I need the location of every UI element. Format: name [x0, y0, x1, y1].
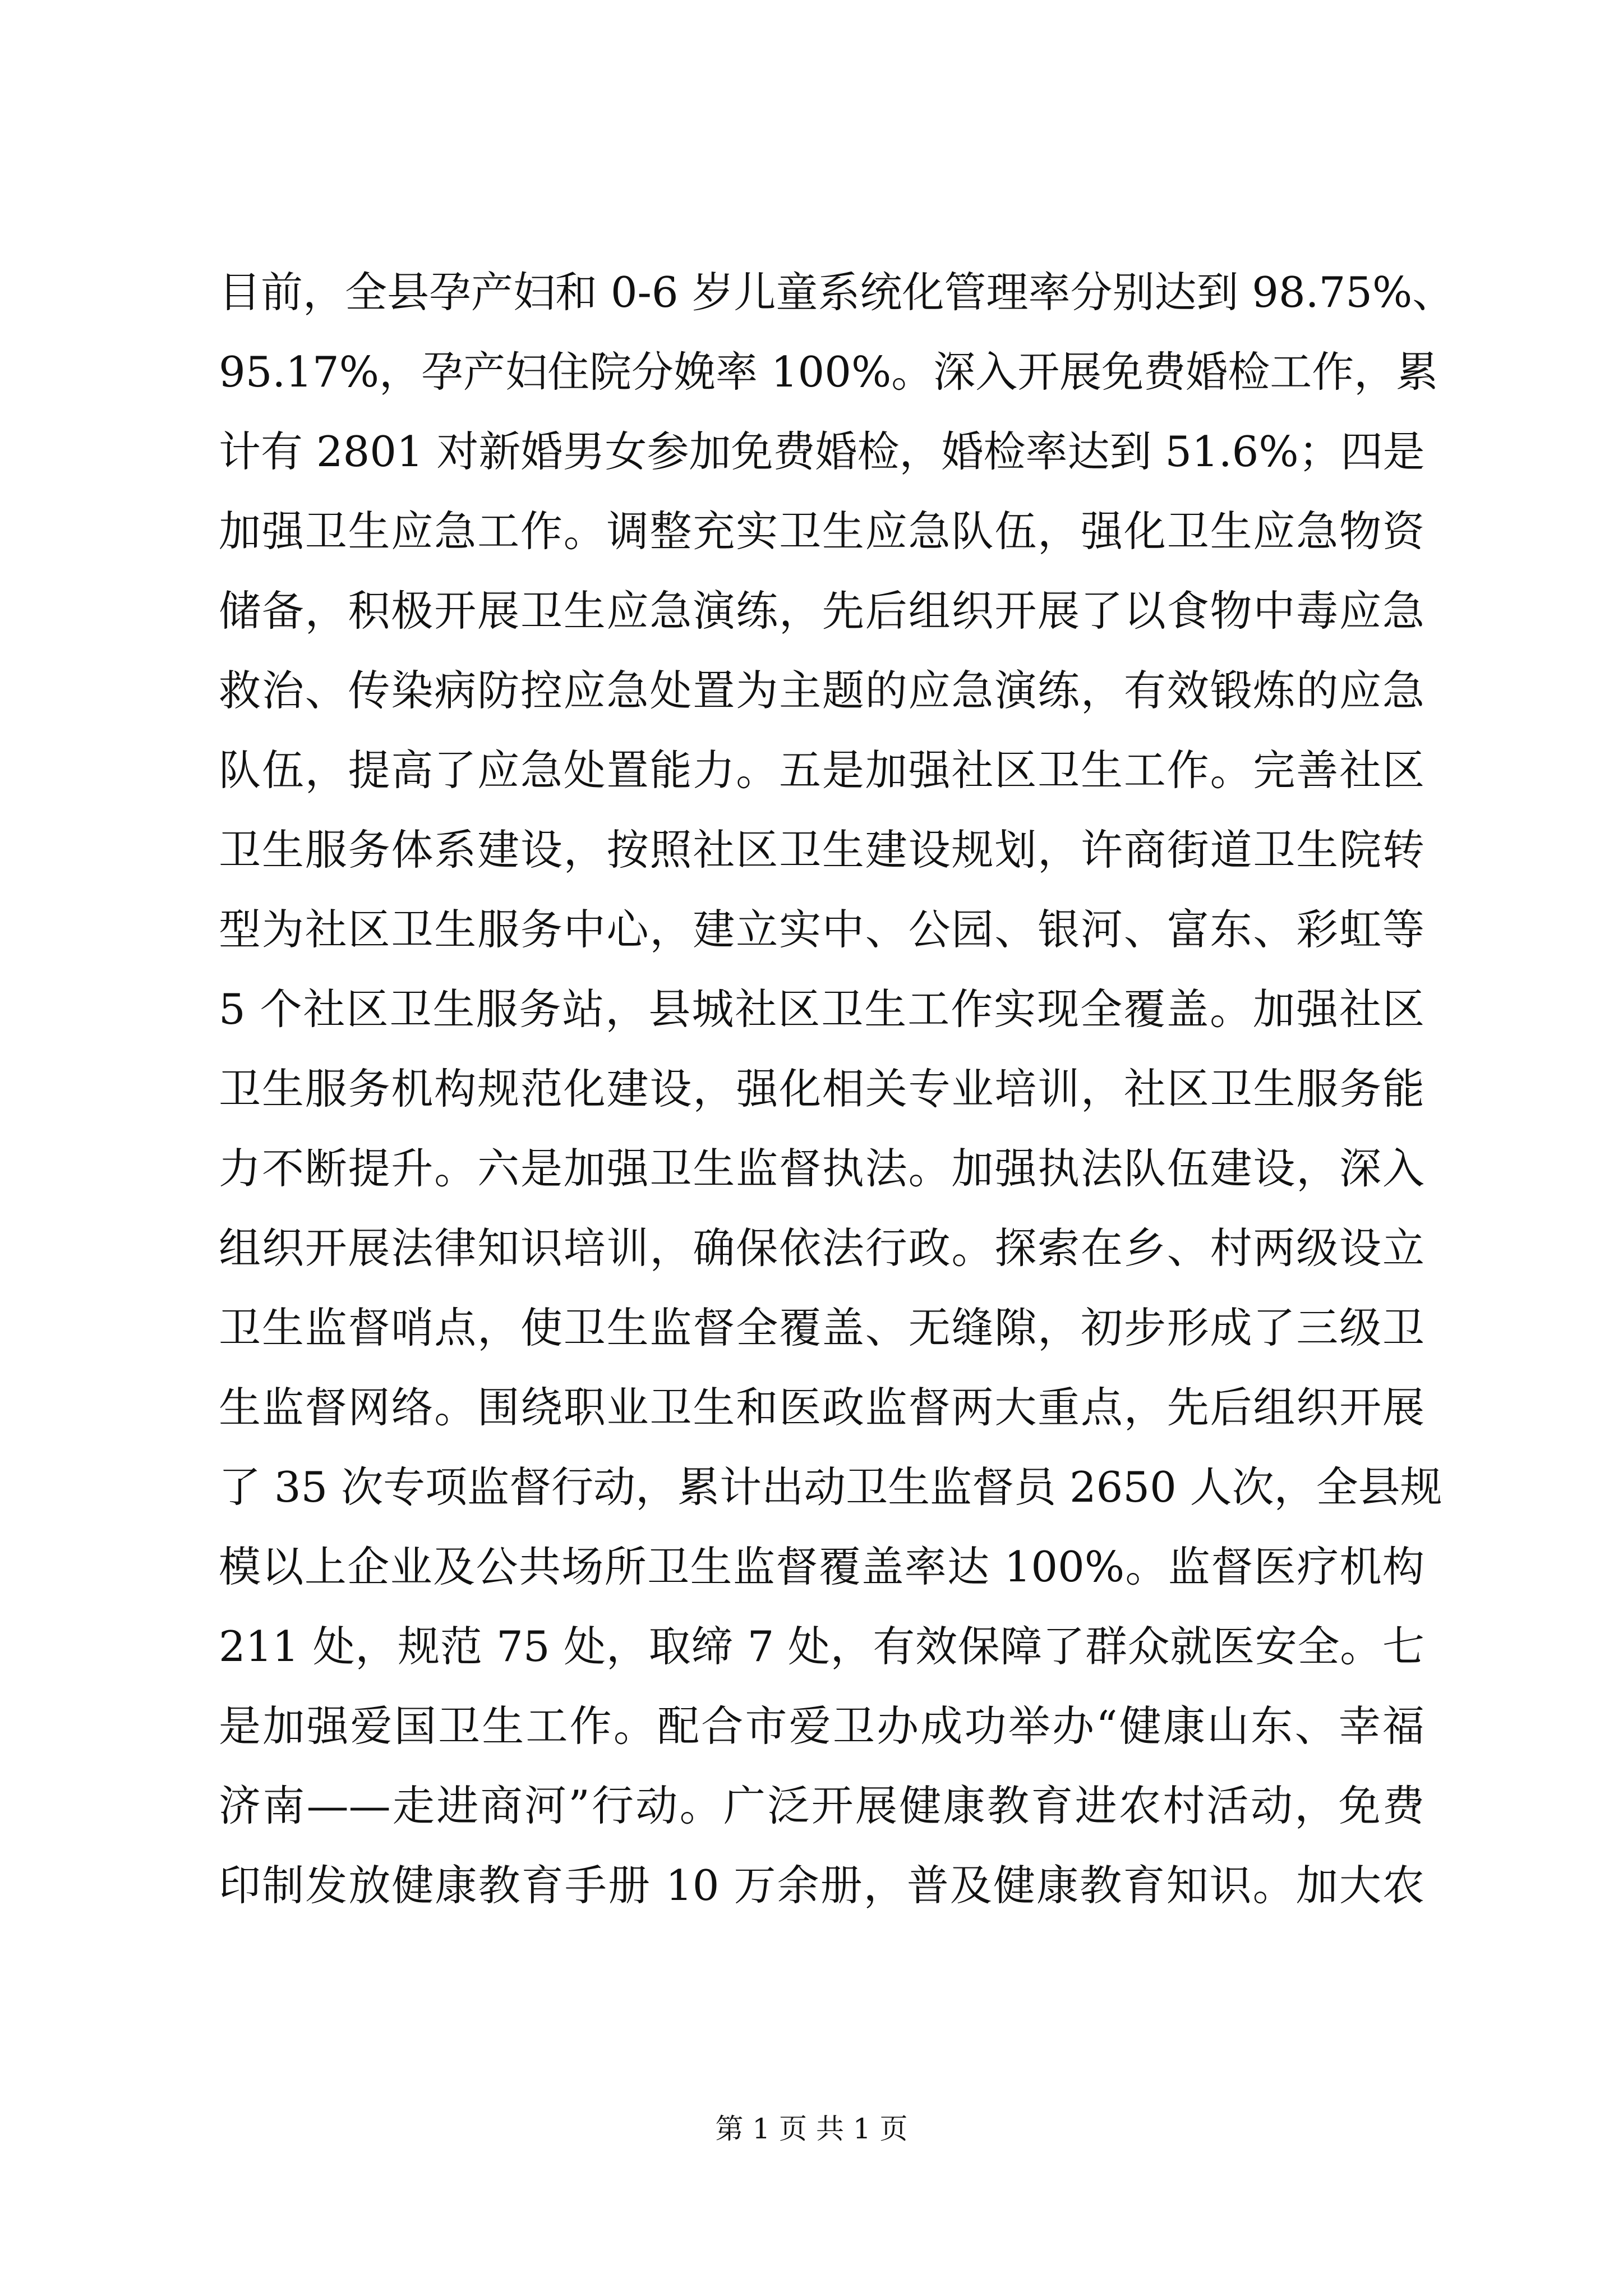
text-line: 目前，全县孕产妇和 0-6 岁儿童系统化管理率分别达到 98.75%、	[219, 268, 1455, 317]
text-line: 生监督网络。围绕职业卫生和医政监督两大重点，先后组织开展	[219, 1383, 1424, 1432]
text-line: 救治、传染病防控应急处置为主题的应急演练，有效锻炼的应急	[219, 666, 1424, 715]
body-text	[219, 252, 1455, 1925]
text-line: 印制发放健康教育手册 10 万余册，普及健康教育知识。加大农	[219, 1861, 1424, 1910]
text-line: 储备，积极开展卫生应急演练，先后组织开展了以食物中毒应急	[219, 586, 1424, 636]
page-number-label: 第 1 页 共 1 页	[715, 2113, 908, 2145]
text-line: 型为社区卫生服务中心，建立实中、公园、银河、富东、彩虹等	[219, 905, 1424, 954]
text-line: 211 处，规范 75 处，取缔 7 处，有效保障了群众就医安全。七	[219, 1622, 1424, 1671]
page-footer	[0, 2109, 1623, 2148]
text-line: 了 35 次专项监督行动，累计出动卫生监督员 2650 人次，全县规	[219, 1462, 1442, 1512]
text-line: 加强卫生应急工作。调整充实卫生应急队伍，强化卫生应急物资	[219, 507, 1424, 556]
text-line: 卫生监督哨点，使卫生监督全覆盖、无缝隙，初步形成了三级卫	[219, 1303, 1424, 1352]
text-line: 济南——走进商河”行动。广泛开展健康教育进农村活动，免费	[219, 1781, 1424, 1830]
text-line: 模以上企业及公共场所卫生监督覆盖率达 100%。监督医疗机构	[219, 1542, 1424, 1591]
text-line: 组织开展法律知识培训，确保依法行政。探索在乡、村两级设立	[219, 1223, 1424, 1273]
text-line: 计有 2801 对新婚男女参加免费婚检，婚检率达到 51.6%；四是	[219, 427, 1425, 476]
text-line: 队伍，提高了应急处置能力。五是加强社区卫生工作。完善社区	[219, 746, 1424, 795]
text-line: 卫生服务体系建设，按照社区卫生建设规划，许商街道卫生院转	[219, 825, 1424, 875]
text-line: 5 个社区卫生服务站，县城社区卫生工作实现全覆盖。加强社区	[219, 984, 1424, 1034]
text-line: 是加强爱国卫生工作。配合市爱卫办成功举办“健康山东、幸福	[219, 1701, 1424, 1751]
text-line: 95.17%，孕产妇住院分娩率 100%。深入开展免费婚检工作，累	[219, 347, 1438, 397]
text-line: 卫生服务机构规范化建设，强化相关专业培训，社区卫生服务能	[219, 1064, 1424, 1114]
text-line: 力不断提升。六是加强卫生监督执法。加强执法队伍建设，深入	[219, 1144, 1424, 1193]
